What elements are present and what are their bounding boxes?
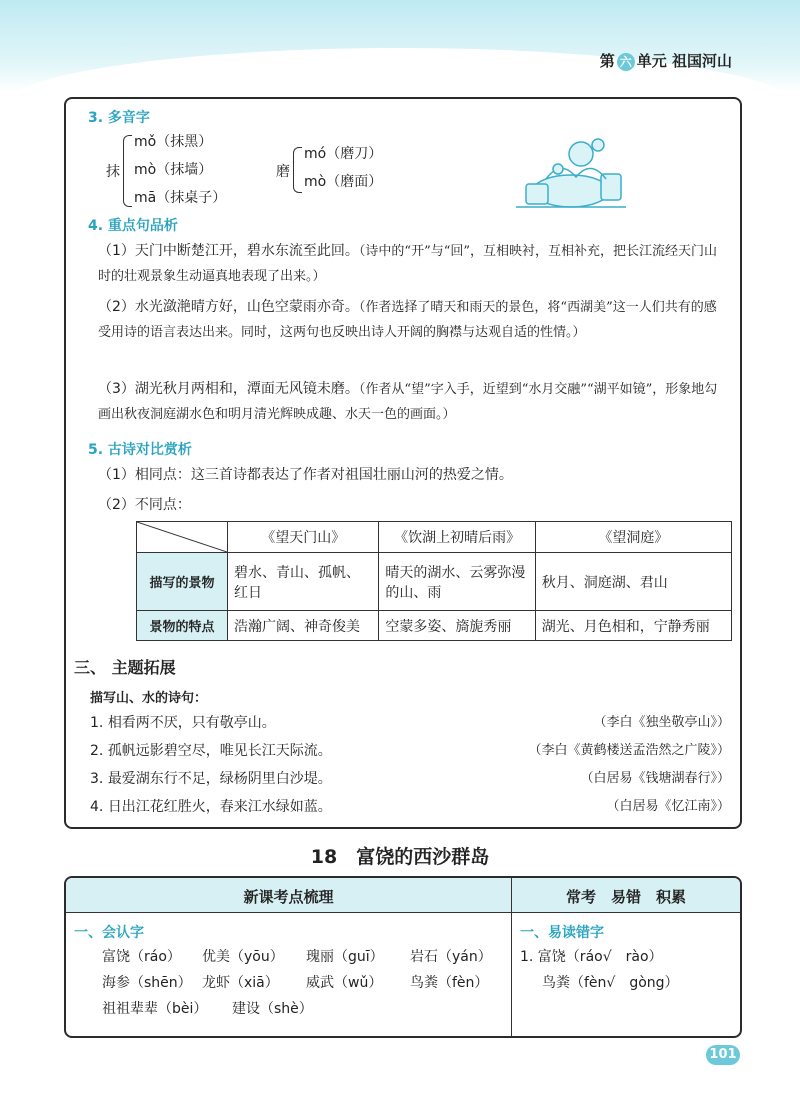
key-sentence-heading: 4. 重点句品析 [88,218,178,234]
poem-line [90,795,730,819]
word-grid [102,944,512,1022]
polyphone-group-2 [276,143,426,199]
line-text: 日出江花红胜火，春来江水绿如蓝。 [107,799,332,815]
word-row [102,996,512,1022]
word-item: 富饶（ráo） [102,949,181,965]
table-cell: 空蒙多姿、旖旎秀丽 [379,611,535,641]
item-number: （1） [98,243,135,259]
line-source: （白居易《钱塘湖春行》） [580,771,730,786]
compare-heading: 5. 古诗对比赏析 [88,442,192,458]
brace-2 [293,147,302,193]
polyphone-reading: mò（抹墙） [134,162,213,178]
key-sentence-item [98,295,728,345]
page-number: 101 [706,1045,740,1065]
theme-subheading: 描写山、水的诗句： [90,691,208,706]
sentence-text: 天门中断楚江开，碧水东流至此回。 [134,243,359,259]
polyphone-group-1 [106,131,286,211]
right-item: 1. 富饶（ráo√ rào） [520,949,663,965]
word-item: 祖祖辈辈（bèi） [102,1001,208,1017]
key-sentence-item [98,239,728,289]
polyphone-char-1: 抹 [106,164,120,180]
unit-title [600,50,732,71]
sentence-note: （作者从“望”字入手，近望到“水月交融”“湖平如镜”，形象地勾画出秋夜洞庭湖水色和明月清光辉映成趣、水天一色的画面。） [98,382,718,422]
word-item: 海参（shēn） [102,975,192,991]
item-number: （3） [98,381,135,397]
sentence-text: 水光潋滟晴方好，山色空蒙雨亦奇。 [134,299,359,315]
sentence-note: （作者选择了晴天和雨天的景色，将“西湖美”这一人们共有的感受用诗的语言表达出来。同时，这两句也反映出诗人开阔的胸襟与达观自适的性情。） [98,300,717,340]
table-column-header: 《望洞庭》 [535,522,731,553]
corner-diagonal [137,522,227,552]
table-row-header: 景物的特点 [137,611,228,641]
polyphone-reading: mǒ（抹黑） [134,134,213,150]
unit-suffix: 单元 [636,52,667,70]
left-subheading: 一、会认字 [74,925,144,941]
table-cell: 浩瀚广阔、神奇俊美 [228,611,379,641]
word-item: 龙虾（xiā） [202,975,279,991]
unit-number-badge: 六 [617,53,635,71]
review-box [64,97,742,829]
sentence-text: 湖光秋月两相和，潭面无风镜未磨。 [134,381,359,397]
line-number: 2. [90,743,104,759]
table-cell: 碧水、青山、孤帆、红日 [228,553,379,611]
unit-name: 祖国河山 [671,52,732,70]
word-row [102,944,512,970]
right-item: 鸟粪（fèn√ gòng） [542,975,679,991]
polyphone-char-2: 磨 [276,164,290,180]
table-corner [137,522,228,553]
table-cell: 湖光、月色相和，宁静秀丽 [535,611,731,641]
line-number: 4. [90,799,104,815]
compare-same: （1）相同点：这三首诗都表达了作者对祖国壮丽山河的热爱之情。 [98,467,513,483]
line-source: （李白《黄鹤楼送孟浩然之广陵》） [528,743,730,758]
poem-line [90,767,730,791]
compare-table [136,521,732,641]
right-header: 常考 易错 积累 [565,888,686,906]
line-number: 1. [90,715,104,731]
header-band [0,0,800,92]
line-source: （李白《独坐敬亭山》） [593,715,730,730]
brace-1 [123,135,132,207]
lesson-title: 18 富饶的西沙群岛 [310,846,490,868]
polyphone-reading: mā（抹桌子） [134,190,227,206]
compare-diff: （2）不同点： [98,497,191,513]
table-column-header: 《望天门山》 [228,522,379,553]
table-cell: 晴天的湖水、云雾弥漫的山、雨 [379,553,535,611]
word-item: 瑰丽（guī） [306,949,384,965]
polyphone-heading: 3. 多音字 [88,110,150,126]
lesson-box [64,876,742,1038]
item-number: （2） [98,299,135,315]
word-item: 岩石（yán） [410,949,492,965]
left-header: 新课考点梳理 [243,888,334,906]
line-number: 3. [90,771,104,787]
unit-prefix: 第 [599,52,615,70]
line-text: 孤帆远影碧空尽，唯见长江天际流。 [107,743,332,759]
table-cell: 秋月、洞庭湖、君山 [535,553,731,611]
sentence-note: （诗中的“开”与“回”，互相映衬，互相补充，把长江流经天门山时的壮观景象生动逼真地表现了出来。） [98,244,718,284]
decorative-illustration [506,129,636,219]
line-text: 最爱湖东行不足，绿杨阴里白沙堤。 [107,771,332,787]
word-item: 优美（yōu） [202,949,284,965]
word-item: 威武（wǔ） [306,975,383,991]
right-subheading: 一、易读错字 [520,925,604,941]
word-row [102,970,512,996]
word-item: 鸟粪（fèn） [410,975,489,991]
poem-line [90,739,730,763]
table-column-header: 《饮湖上初晴后雨》 [379,522,535,553]
polyphone-reading: mó（磨刀） [304,146,383,162]
key-sentence-item [98,377,728,427]
line-text: 相看两不厌，只有敬亭山。 [107,715,276,731]
polyphone-reading: mò（磨面） [304,174,383,190]
theme-heading: 三、 主题拓展 [74,658,176,677]
poem-line [90,711,730,735]
table-row-header: 描写的景物 [137,553,228,611]
word-item: 建设（shè） [232,1001,313,1017]
line-source: （白居易《忆江南》） [606,799,730,814]
